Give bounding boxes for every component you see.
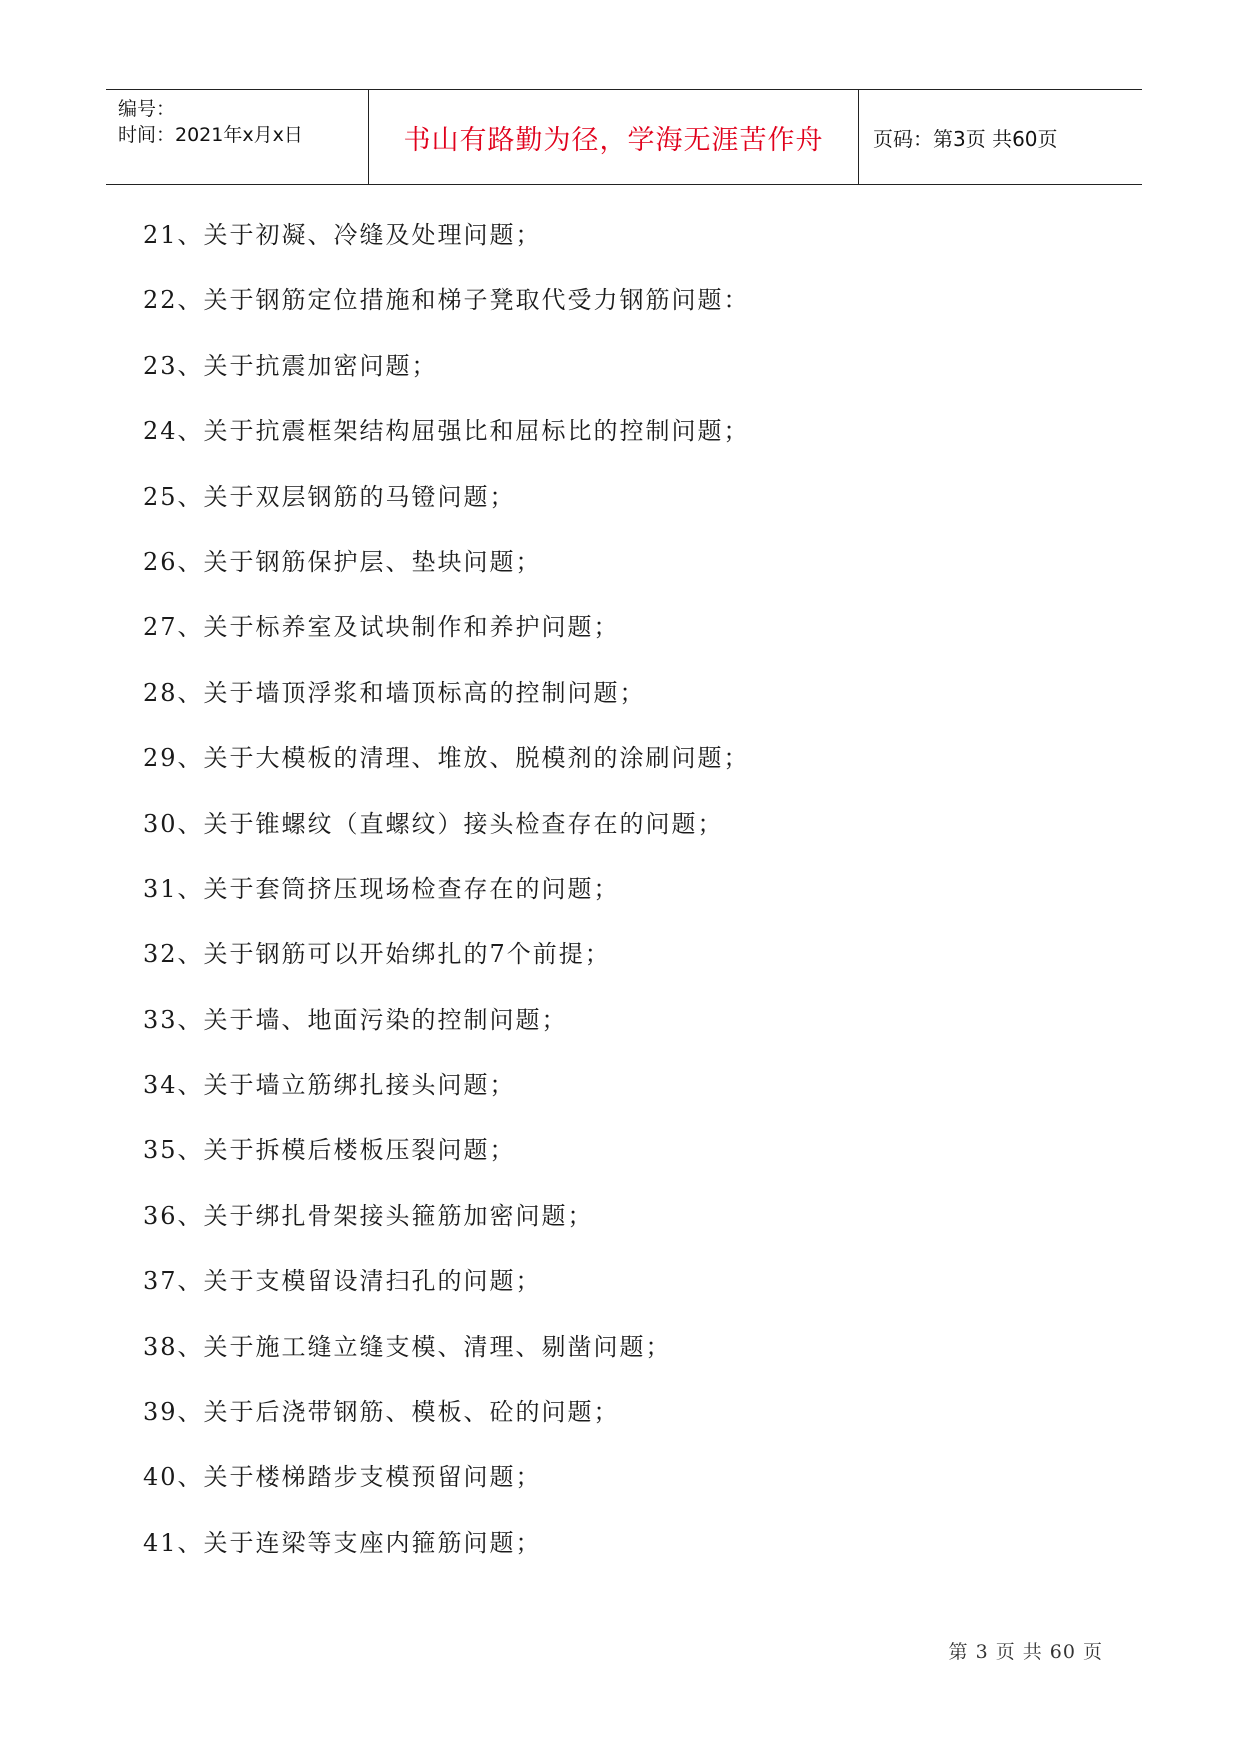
list-item: 27、关于标养室及试块制作和养护问题； <box>143 613 620 642</box>
list-item: 29、关于大模板的清理、堆放、脱模剂的涂刷问题； <box>143 744 750 773</box>
list-item: 38、关于施工缝立缝支模、清理、剔凿问题； <box>143 1332 672 1361</box>
list-item: 39、关于后浇带钢筋、模板、砼的问题； <box>143 1398 620 1427</box>
list-item: 25、关于双层钢筋的马镫问题； <box>143 482 516 511</box>
issue-list <box>143 220 750 1593</box>
page-footer: 第 3 页 共 60 页 <box>948 1641 1103 1663</box>
page-code: 页码：第3页 共60页 <box>873 126 1058 151</box>
list-item: 34、关于墙立筋绑扎接头问题； <box>143 1071 516 1100</box>
list-item: 37、关于支模留设清扫孔的问题； <box>143 1267 542 1296</box>
list-item: 41、关于连梁等支座内箍筋问题； <box>143 1528 542 1557</box>
list-item: 28、关于墙顶浮浆和墙顶标高的控制问题； <box>143 678 646 707</box>
list-item: 23、关于抗震加密问题； <box>143 351 438 380</box>
list-item: 31、关于套筒挤压现场检查存在的问题； <box>143 874 620 903</box>
list-item: 30、关于锥螺纹（直螺纹）接头检查存在的问题； <box>143 809 724 838</box>
list-item: 36、关于绑扎骨架接头箍筋加密问题； <box>143 1201 594 1230</box>
list-item: 21、关于初凝、冷缝及处理问题； <box>143 221 542 249</box>
list-item: 24、关于抗震框架结构屈强比和屈标比的控制问题； <box>143 417 750 446</box>
list-item: 33、关于墙、地面污染的控制问题； <box>143 1005 568 1034</box>
list-item: 40、关于楼梯踏步支模预留问题； <box>143 1463 542 1492</box>
list-item: 22、关于钢筋定位措施和梯子凳取代受力钢筋问题： <box>143 286 750 315</box>
list-item: 35、关于拆模后楼板压裂问题； <box>143 1136 516 1165</box>
page-header <box>106 89 1142 185</box>
time-label: 时间：2021年x月x日 <box>118 124 303 146</box>
header-motto-cell <box>369 90 859 184</box>
header-page-code-cell <box>859 90 1142 184</box>
motto: 书山有路勤为径，学海无涯苦作舟 <box>403 124 824 156</box>
header-meta <box>106 90 369 184</box>
list-item: 32、关于钢筋可以开始绑扎的7个前提； <box>143 940 611 969</box>
list-item: 26、关于钢筋保护层、垫块问题； <box>143 547 542 576</box>
serial-label: 编号： <box>118 98 176 120</box>
